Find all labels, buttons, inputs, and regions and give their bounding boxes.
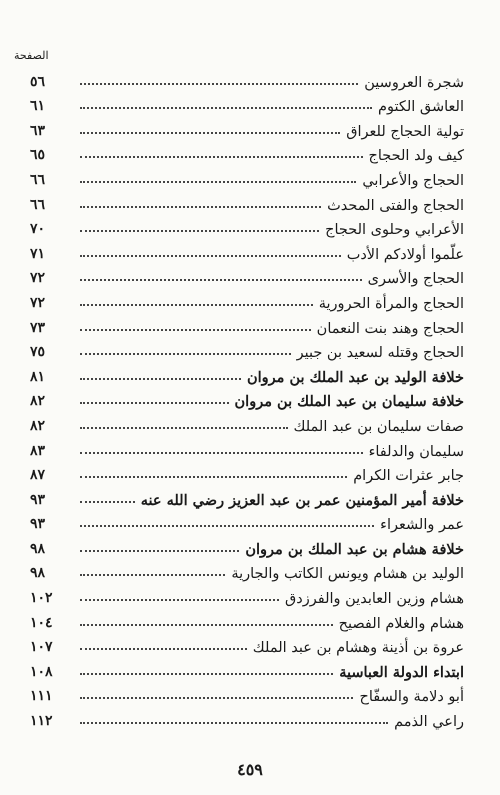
toc-entry-title: أبو دلامة والسفّاح bbox=[359, 689, 464, 706]
toc-entry-title: الحجاج والأعرابي bbox=[362, 172, 464, 189]
toc-entry bbox=[30, 289, 464, 314]
toc-entry-title: خلافة أمير المؤمنين عمر بن عبد العزيز رضي الله عنه bbox=[140, 491, 464, 509]
toc-entry-title: سليمان والدلفاء bbox=[368, 443, 464, 460]
toc-entry bbox=[30, 142, 464, 167]
dot-leader bbox=[80, 672, 333, 675]
dot-leader bbox=[80, 647, 247, 650]
dot-leader bbox=[80, 401, 229, 404]
toc-entry-title: علّموا أولادكم الأدب bbox=[346, 246, 464, 263]
dot-leader bbox=[80, 131, 340, 134]
toc-entry bbox=[30, 339, 464, 364]
toc-entry-page: ٨١ bbox=[30, 368, 46, 385]
toc-entry bbox=[30, 166, 464, 191]
toc-entry-page: ٨٣ bbox=[30, 442, 46, 459]
dot-leader bbox=[80, 303, 313, 306]
dot-leader bbox=[80, 352, 291, 355]
toc-entry bbox=[30, 437, 464, 462]
toc-entry bbox=[30, 191, 464, 216]
toc-entry-page: ٦٦ bbox=[30, 171, 46, 188]
dot-leader bbox=[80, 377, 241, 380]
toc-entry bbox=[30, 486, 464, 511]
toc-entry bbox=[30, 93, 464, 118]
toc-entry-page: ٩٣ bbox=[30, 516, 46, 533]
toc-entry-title: خلافة سليمان بن عبد الملك بن مروان bbox=[234, 393, 464, 411]
toc-entry-page: ٦٦ bbox=[30, 196, 46, 213]
toc-entry-title: صفات سليمان بن عبد الملك bbox=[293, 418, 464, 435]
toc-entry-title: شجرة العروسين bbox=[364, 74, 464, 91]
toc-entry bbox=[30, 412, 464, 437]
toc-entry-title: خلافة الوليد بن عبد الملك بن مروان bbox=[246, 368, 464, 386]
toc-entry-title: الوليد بن هشام ويونس الكاتب والجارية bbox=[231, 566, 464, 583]
page-column-header: الصفحة bbox=[14, 49, 49, 62]
dot-leader bbox=[80, 155, 363, 158]
toc-entry-page: ٧٢ bbox=[30, 270, 46, 287]
toc-entry-page: ٧١ bbox=[30, 245, 46, 262]
toc-entry-page: ٧٠ bbox=[30, 221, 46, 238]
toc-entry-page: ١٠٢ bbox=[30, 590, 53, 607]
toc-entry-title: عمر والشعراء bbox=[380, 517, 464, 534]
toc-entry bbox=[30, 609, 464, 634]
dot-leader bbox=[80, 278, 362, 281]
toc-entry bbox=[30, 584, 464, 609]
toc-entry-title: كيف ولد الحجاج bbox=[368, 148, 464, 165]
toc-entry-page: ١٠٨ bbox=[30, 663, 53, 680]
toc-entry-page: ٨٢ bbox=[30, 417, 46, 434]
toc-entry-title: ابتداء الدولة العباسية bbox=[339, 663, 464, 681]
page-number: ٤٥٩ bbox=[237, 760, 263, 779]
toc-entry-title: تولية الحجاج للعراق bbox=[346, 123, 464, 140]
toc-entry-page: ١٠٤ bbox=[30, 614, 53, 631]
toc-entry-page: ٧٣ bbox=[30, 319, 46, 336]
toc-entry-page: ١١٢ bbox=[30, 713, 53, 730]
toc-entry-page: ٩٨ bbox=[30, 540, 46, 557]
toc-entry-page: ٥٦ bbox=[30, 73, 46, 90]
toc-entry bbox=[30, 707, 464, 732]
toc-entry bbox=[30, 363, 464, 388]
toc-entry-page: ١٠٧ bbox=[30, 639, 53, 656]
toc-entry-title: هشام وزين العابدين والفرزدق bbox=[285, 591, 464, 608]
toc-entry bbox=[30, 535, 464, 560]
toc-entry-page: ٩٨ bbox=[30, 565, 46, 582]
toc-entry bbox=[30, 462, 464, 487]
dot-leader bbox=[80, 106, 372, 109]
toc-entry-title: الحجاج وهند بنت النعمان bbox=[316, 320, 464, 337]
toc-entry-title: جابر عثرات الكرام bbox=[353, 468, 464, 485]
dot-leader bbox=[80, 475, 347, 478]
toc-entry bbox=[30, 314, 464, 339]
dot-leader bbox=[80, 623, 333, 626]
toc-entry-title: العاشق الكتوم bbox=[377, 99, 464, 116]
dot-leader bbox=[80, 328, 311, 331]
dot-leader bbox=[80, 598, 279, 601]
toc-entry bbox=[30, 117, 464, 142]
toc-entry bbox=[30, 560, 464, 585]
dot-leader bbox=[80, 451, 363, 454]
toc-entry bbox=[30, 511, 464, 536]
toc-entry-title: خلافة هشام بن عبد الملك بن مروان bbox=[245, 540, 464, 558]
toc-entry-page: ٦١ bbox=[30, 98, 46, 115]
toc-entry-title: الحجاج والمرأة الحرورية bbox=[318, 295, 464, 312]
dot-leader bbox=[80, 721, 388, 724]
dot-leader bbox=[80, 524, 374, 527]
toc-entry-page: ٦٥ bbox=[30, 147, 46, 164]
toc-entry bbox=[30, 216, 464, 241]
toc-entry-page: ٨٢ bbox=[30, 393, 46, 410]
dot-leader bbox=[80, 573, 225, 576]
toc-entry-page: ١١١ bbox=[30, 688, 53, 705]
table-of-contents bbox=[30, 68, 464, 732]
dot-leader bbox=[80, 205, 321, 208]
dot-leader bbox=[80, 229, 319, 232]
toc-entry-title: الحجاج والفتى المحدث bbox=[327, 197, 464, 214]
toc-entry bbox=[30, 240, 464, 265]
toc-entry-title: راعي الذمم bbox=[394, 714, 464, 731]
toc-entry-page: ٧٥ bbox=[30, 344, 46, 361]
dot-leader bbox=[80, 549, 239, 552]
toc-entry-title: الحجاج وقتله لسعيد بن جبير bbox=[296, 345, 464, 362]
toc-entry-page: ٨٧ bbox=[30, 467, 46, 484]
dot-leader bbox=[80, 82, 358, 85]
toc-entry-title: الأعرابي وحلوى الحجاج bbox=[325, 222, 464, 239]
toc-entry bbox=[30, 265, 464, 290]
dot-leader bbox=[80, 500, 135, 503]
toc-entry-title: الحجاج والأسرى bbox=[367, 271, 464, 288]
dot-leader bbox=[80, 254, 341, 257]
dot-leader bbox=[80, 696, 353, 699]
toc-entry bbox=[30, 388, 464, 413]
toc-entry bbox=[30, 658, 464, 683]
toc-entry bbox=[30, 634, 464, 659]
toc-entry-page: ٦٣ bbox=[30, 122, 46, 139]
toc-entry-title: عروة بن أذينة وهشام بن عبد الملك bbox=[252, 640, 464, 657]
toc-entry-title: هشام والغلام الفصيح bbox=[338, 615, 464, 632]
toc-entry-page: ٧٢ bbox=[30, 294, 46, 311]
toc-entry bbox=[30, 683, 464, 708]
toc-entry bbox=[30, 68, 464, 93]
dot-leader bbox=[80, 426, 288, 429]
toc-entry-page: ٩٣ bbox=[30, 491, 46, 508]
dot-leader bbox=[80, 180, 356, 183]
